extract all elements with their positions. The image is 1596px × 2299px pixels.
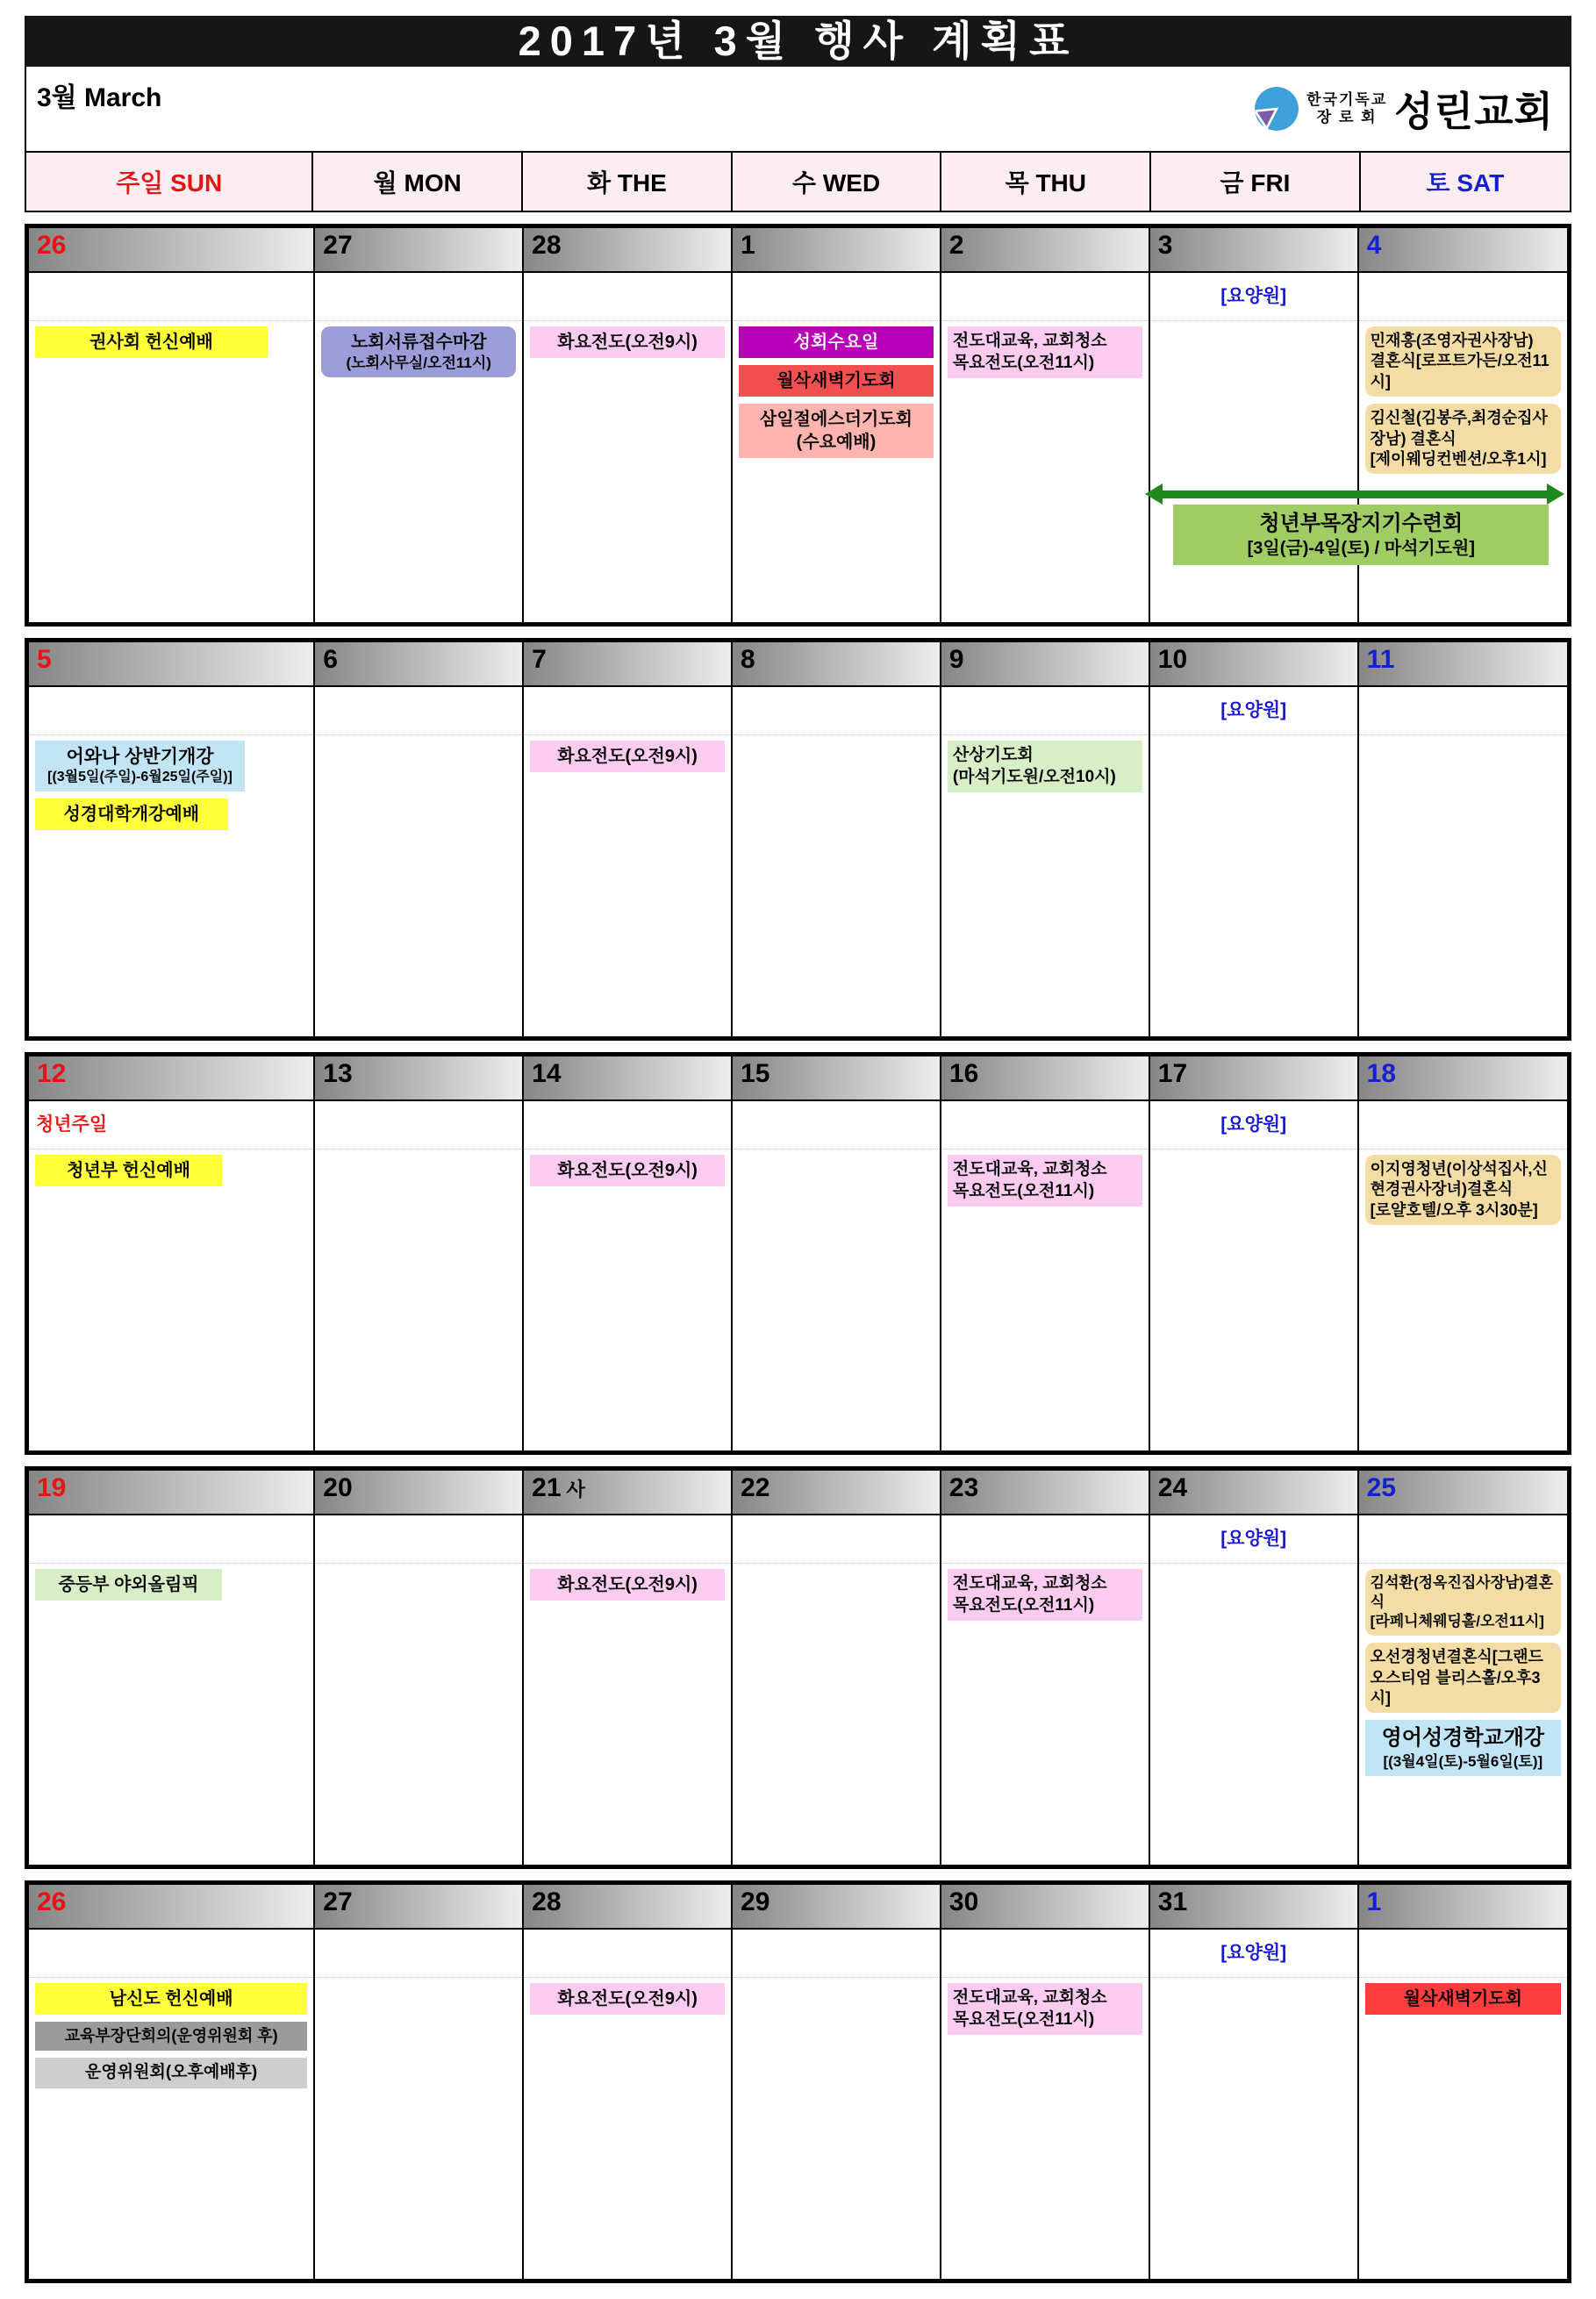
event-line: 목요전도(오전11시)	[952, 353, 1095, 372]
day-cell	[313, 687, 522, 1036]
date-number: 14	[532, 1059, 562, 1088]
date-number: 9	[948, 645, 964, 674]
cell-top-strip	[315, 1101, 522, 1150]
day-cell	[731, 687, 940, 1036]
day-cell	[1357, 1930, 1567, 2279]
event-line: [(3월5일(주일)-6월25일(주일)]	[47, 770, 233, 785]
event-box	[739, 326, 934, 358]
day-cell	[522, 273, 731, 622]
event-line: 교육부장단회의(운영위원회 후)	[64, 2027, 278, 2045]
event-box	[948, 326, 1142, 378]
event-box	[35, 799, 228, 830]
church-logo	[1254, 80, 1559, 138]
event-box	[739, 404, 934, 458]
date-number: 27	[323, 231, 353, 260]
cell-top-strip	[29, 1930, 313, 1978]
event-line: 오스티엄 블리스홀/오후3시]	[1370, 1668, 1541, 1708]
date-cell	[313, 1056, 522, 1099]
cell-top-strip	[1150, 1930, 1357, 1978]
day-header-tue: 화 THE	[521, 153, 731, 211]
arrow-head-left-icon	[1145, 483, 1163, 505]
cell-top-strip	[733, 1101, 940, 1150]
event-box	[35, 1155, 222, 1186]
date-cell	[940, 1056, 1149, 1099]
date-number: 16	[948, 1059, 979, 1088]
date-header-row	[29, 642, 1567, 687]
event-box	[1365, 1155, 1561, 1225]
cell-top-strip	[1150, 687, 1357, 735]
date-cell	[1357, 1056, 1567, 1099]
date-number: 31	[1157, 1887, 1188, 1916]
event-line: 민재홍(조영자권사장남)	[1370, 332, 1534, 349]
event-line: 월삭새벽기도회	[777, 371, 896, 390]
event-box	[35, 1569, 222, 1601]
event-line: [요양원]	[1220, 1114, 1287, 1135]
day-cell	[731, 273, 940, 622]
event-line: [요양원]	[1220, 1529, 1287, 1550]
event-line: [요양원]	[1220, 286, 1287, 307]
event-box	[35, 2058, 307, 2088]
cell-top-strip	[941, 687, 1149, 735]
cell-top-strip	[941, 1930, 1149, 1978]
cell-top-strip	[941, 1515, 1149, 1564]
cell-top-strip	[29, 1515, 313, 1564]
date-cell	[29, 642, 313, 685]
day-cell	[1357, 1101, 1567, 1450]
event-line: 어와나 상반기개강	[66, 747, 214, 767]
event-box	[35, 1983, 307, 2015]
week-row-2	[25, 638, 1571, 1041]
event-box	[1365, 1569, 1561, 1636]
date-cell	[731, 228, 940, 271]
day-cell	[29, 1930, 313, 2279]
events-row	[29, 687, 1567, 1036]
date-number: 29	[741, 1887, 770, 1916]
event-box	[321, 326, 516, 377]
cell-top-strip	[315, 687, 522, 735]
event-line: 전도대교육, 교회청소	[952, 1988, 1107, 2007]
day-cell	[731, 1515, 940, 1865]
day-cell	[29, 1101, 313, 1450]
day-cell	[313, 273, 522, 622]
event-line: 월삭새벽기도회	[1403, 1989, 1522, 2009]
date-cell	[522, 228, 731, 271]
event-line: 오선경청년결혼식[그랜드	[1370, 1648, 1543, 1666]
day-cell	[1149, 687, 1357, 1036]
event-box	[530, 1155, 725, 1186]
cell-note	[1150, 1111, 1357, 1138]
cell-top-strip	[733, 1930, 940, 1978]
cell-top-strip	[29, 1101, 313, 1150]
day-cell	[940, 1930, 1149, 2279]
event-line: 청년부목장지기수련회	[1259, 512, 1464, 535]
date-number: 5	[37, 645, 52, 674]
day-cell	[313, 1930, 522, 2279]
date-header-row	[29, 1056, 1567, 1101]
date-number: 1	[1366, 1887, 1382, 1916]
denomination-label: 한국기독교 장 로 회	[1306, 91, 1388, 125]
date-number: 2	[948, 231, 964, 260]
event-line: 전도대교육, 교회청소	[952, 1574, 1107, 1593]
cell-top-strip	[1359, 1101, 1567, 1150]
cell-top-strip	[1150, 1101, 1357, 1150]
date-cell	[1357, 1471, 1567, 1514]
day-header-fri: 금 FRI	[1149, 153, 1359, 211]
event-line: (수요예배)	[796, 433, 877, 452]
date-number: 21	[532, 1473, 562, 1502]
event-line: 영어성경학교개강	[1381, 1726, 1545, 1751]
cell-top-strip	[1359, 273, 1567, 321]
date-cell	[522, 1056, 731, 1099]
event-line: 화요전도(오전9시)	[557, 1989, 698, 2009]
day-cell	[522, 1930, 731, 2279]
events-row	[29, 273, 1567, 622]
day-cell	[940, 273, 1149, 622]
cell-top-strip	[524, 687, 731, 735]
event-line: 삼일절에스더기도회	[760, 410, 913, 429]
date-cell	[522, 642, 731, 685]
cell-top-strip	[524, 1101, 731, 1150]
date-cell	[731, 1471, 940, 1514]
date-number: 3	[1157, 231, 1173, 260]
event-box	[948, 1569, 1142, 1621]
cell-note	[1150, 1939, 1357, 1966]
event-line: 목요전도(오전11시)	[952, 2009, 1095, 2029]
date-number: 1	[741, 231, 755, 260]
event-box	[948, 741, 1142, 792]
event-box	[530, 326, 725, 358]
event-line: 현경권사장녀)결혼식	[1370, 1180, 1514, 1199]
date-cell	[29, 228, 313, 271]
events-row	[29, 1515, 1567, 1865]
page-title: 2017년 3월 행사 계획표	[25, 16, 1571, 67]
event-line: 산상기도회	[952, 746, 1034, 764]
day-cell	[1357, 687, 1567, 1036]
arrow-head-right-icon	[1547, 483, 1564, 505]
calendar-weeks	[25, 224, 1571, 2283]
date-header-row	[29, 1885, 1567, 1930]
day-cell	[1149, 1515, 1357, 1865]
date-cell	[731, 642, 940, 685]
date-cell	[1149, 1885, 1357, 1928]
cell-top-strip	[941, 273, 1149, 321]
event-box	[948, 1155, 1142, 1207]
cell-top-strip	[941, 1101, 1149, 1150]
date-number: 23	[948, 1473, 979, 1502]
day-cell	[940, 1101, 1149, 1450]
week-row-4	[25, 1466, 1571, 1869]
date-number: 12	[37, 1059, 67, 1088]
date-number: 13	[323, 1059, 353, 1088]
event-line: (노회사무실/오전11시)	[346, 355, 491, 371]
date-cell	[522, 1471, 731, 1514]
event-box	[948, 1983, 1142, 2035]
date-number: 15	[741, 1059, 770, 1088]
day-header-sun: 주일 SUN	[116, 169, 223, 197]
event-line: 화요전도(오전9시)	[557, 1161, 698, 1180]
date-number: 25	[1366, 1473, 1397, 1502]
day-cell	[29, 687, 313, 1036]
date-number: 10	[1157, 645, 1188, 674]
event-line: 전도대교육, 교회청소	[952, 1160, 1107, 1178]
day-header-sat: 토 SAT	[1359, 153, 1570, 211]
date-number: 6	[323, 645, 338, 674]
events-row	[29, 1930, 1567, 2279]
cell-note	[29, 1111, 313, 1138]
cell-top-strip	[1150, 273, 1357, 321]
event-line: [라페니체웨딩홀/오전11시]	[1370, 1613, 1544, 1630]
day-cell	[1357, 1515, 1567, 1865]
event-line: 노회서류접수마감	[350, 333, 487, 352]
date-number: 30	[948, 1887, 979, 1916]
day-cell	[940, 687, 1149, 1036]
date-number: 26	[37, 1887, 67, 1916]
event-line: [(3월4일(토)-5월6일(토)]	[1383, 1752, 1543, 1770]
event-box	[739, 365, 934, 397]
cell-top-strip	[524, 1930, 731, 1978]
day-cell	[522, 1515, 731, 1865]
date-cell	[522, 1885, 731, 1928]
event-box	[530, 741, 725, 772]
event-line: 목요전도(오전11시)	[952, 1181, 1095, 1200]
day-cell	[940, 1515, 1149, 1865]
cell-top-strip	[1359, 1515, 1567, 1564]
event-line: 운영위원회(오후예배후)	[85, 2063, 258, 2082]
cell-top-strip	[733, 687, 940, 735]
event-line: 김석환(정옥진집사장남)결혼식	[1370, 1574, 1554, 1611]
cell-top-strip	[1359, 687, 1567, 735]
date-cell	[1357, 228, 1567, 271]
event-line: 화요전도(오전9시)	[557, 747, 698, 766]
event-box	[1365, 1983, 1561, 2015]
event-line: 장남) 결혼식	[1370, 429, 1456, 448]
event-line: 청년부 헌신예배	[67, 1161, 190, 1180]
day-cell	[1149, 1930, 1357, 2279]
events-row	[29, 1101, 1567, 1450]
event-line: 결혼식[로프트가든/오전11시]	[1370, 352, 1549, 390]
event-line: [요양원]	[1220, 1943, 1287, 1964]
date-cell	[731, 1056, 940, 1099]
date-cell	[29, 1056, 313, 1099]
date-header-row	[29, 228, 1567, 273]
cell-note	[1150, 697, 1357, 724]
event-line: 성경대학개강예배	[63, 805, 200, 825]
date-cell	[1149, 1056, 1357, 1099]
date-cell	[313, 1885, 522, 1928]
cell-top-strip	[733, 273, 940, 321]
event-box	[1365, 1643, 1561, 1713]
cell-top-strip	[524, 1515, 731, 1564]
day-header-row	[25, 153, 1571, 212]
date-number: 18	[1366, 1059, 1397, 1088]
day-cell	[29, 1515, 313, 1865]
day-header-thu: 목 THU	[940, 153, 1149, 211]
week-row-1	[25, 224, 1571, 627]
event-line: 성회수요일	[793, 333, 879, 352]
event-line: [로얄호텔/오후 3시30분]	[1370, 1200, 1538, 1219]
cell-top-strip	[315, 1930, 522, 1978]
event-box	[35, 326, 268, 358]
day-cell	[522, 1101, 731, 1450]
retreat-span-arrow	[1161, 491, 1549, 498]
event-line: 목요전도(오전11시)	[952, 1595, 1095, 1615]
cell-top-strip	[315, 1515, 522, 1564]
event-line: 권사회 헌신예배	[89, 333, 213, 352]
cell-note	[1150, 1525, 1357, 1552]
date-number: 4	[1366, 231, 1382, 260]
date-header-row	[29, 1471, 1567, 1515]
cell-note	[1150, 283, 1357, 310]
date-number: 8	[741, 645, 755, 674]
retreat-event-box	[1173, 505, 1549, 565]
date-cell	[1357, 642, 1567, 685]
event-line: 중등부 야외올림픽	[58, 1575, 199, 1594]
event-line: (마석기도원/오전10시)	[952, 767, 1116, 786]
date-cell	[940, 642, 1149, 685]
church-logo-icon	[1254, 86, 1299, 132]
day-cell	[1357, 273, 1567, 622]
date-number: 11	[1366, 645, 1395, 674]
day-cell	[1149, 1101, 1357, 1450]
event-box	[1365, 326, 1561, 397]
event-line: 김신철(김봉주,최경순집사	[1370, 409, 1548, 427]
event-line: 청년주일	[36, 1114, 108, 1135]
cell-top-strip	[29, 687, 313, 735]
date-number: 22	[741, 1473, 770, 1502]
date-cell	[313, 1471, 522, 1514]
day-cell	[731, 1930, 940, 2279]
event-line: 전도대교육, 교회청소	[952, 332, 1107, 350]
event-line: [요양원]	[1220, 700, 1287, 721]
cell-top-strip	[29, 273, 313, 321]
event-box	[1365, 404, 1561, 474]
event-box	[530, 1569, 725, 1601]
month-label: 3월 March	[37, 83, 162, 112]
date-number: 19	[37, 1473, 67, 1502]
day-header-mon: 월 MON	[311, 153, 521, 211]
date-cell	[1149, 642, 1357, 685]
date-number: 28	[532, 1887, 562, 1916]
event-line: 화요전도(오전9시)	[557, 1575, 698, 1594]
event-box	[35, 2022, 307, 2051]
event-line: 이지영청년(이상석집사,신	[1370, 1160, 1548, 1178]
date-number: 7	[532, 645, 547, 674]
event-line: [3일(금)-4일(토) / 마석기도원]	[1247, 539, 1476, 559]
event-line: 남신도 헌신예배	[109, 1989, 233, 2009]
event-box	[1365, 1720, 1561, 1775]
day-header-wed: 수 WED	[731, 153, 941, 211]
date-annotation: 사	[561, 1479, 585, 1500]
date-cell	[940, 228, 1149, 271]
week-row-3	[25, 1052, 1571, 1455]
cell-top-strip	[1150, 1515, 1357, 1564]
date-number: 26	[37, 231, 67, 260]
date-number: 17	[1157, 1059, 1188, 1088]
day-cell	[731, 1101, 940, 1450]
event-line: [제이웨딩컨벤션/오후1시]	[1370, 449, 1547, 468]
cell-top-strip	[524, 273, 731, 321]
date-number: 28	[532, 231, 562, 260]
church-name: 성린교회	[1394, 89, 1554, 134]
day-cell	[313, 1101, 522, 1450]
date-cell	[29, 1885, 313, 1928]
event-box	[530, 1983, 725, 2015]
date-cell	[313, 642, 522, 685]
date-cell	[1149, 228, 1357, 271]
date-cell	[940, 1885, 1149, 1928]
cell-top-strip	[315, 273, 522, 321]
day-cell	[313, 1515, 522, 1865]
week-row-5	[25, 1880, 1571, 2283]
day-cell	[522, 687, 731, 1036]
date-cell	[940, 1471, 1149, 1514]
cell-top-strip	[1359, 1930, 1567, 1978]
cell-top-strip	[733, 1515, 940, 1564]
date-cell	[29, 1471, 313, 1514]
calendar-sub-header	[25, 67, 1571, 153]
day-cell	[29, 273, 313, 622]
date-cell	[1357, 1885, 1567, 1928]
event-box	[35, 741, 245, 791]
date-cell	[731, 1885, 940, 1928]
date-number: 20	[323, 1473, 353, 1502]
calendar-page	[25, 16, 1571, 2283]
date-number: 24	[1157, 1473, 1188, 1502]
event-line: 화요전도(오전9시)	[557, 333, 698, 352]
day-cell	[1149, 273, 1357, 622]
date-cell	[313, 228, 522, 271]
date-number: 27	[323, 1887, 353, 1916]
date-cell	[1149, 1471, 1357, 1514]
